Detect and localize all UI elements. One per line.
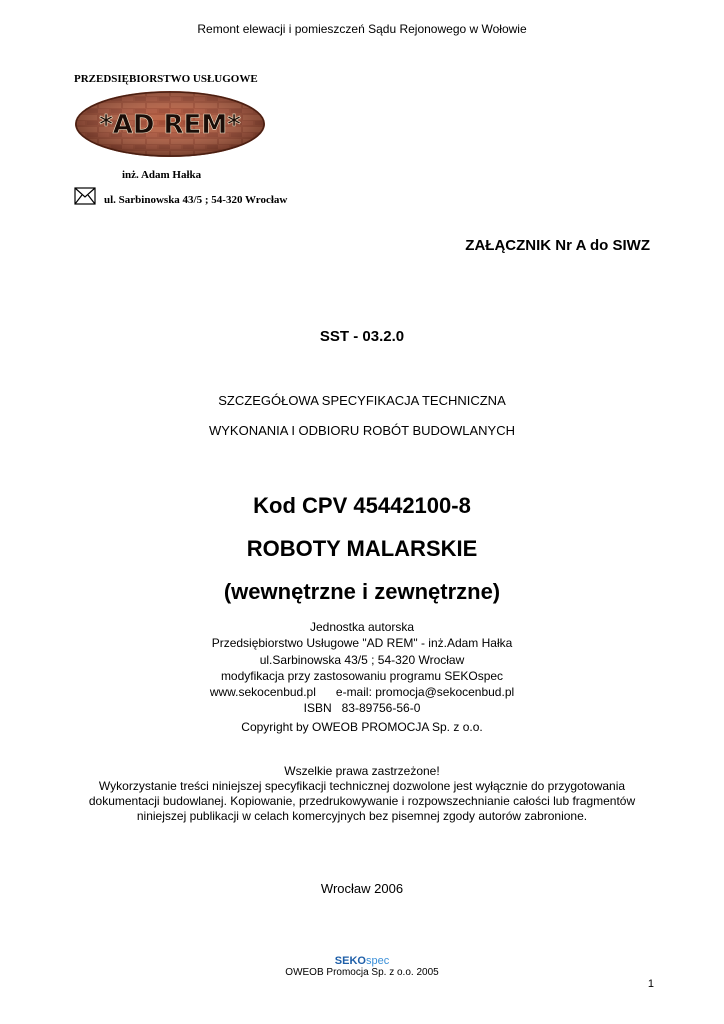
page-number: 1 [647, 978, 654, 990]
sekospec-brand [0, 955, 724, 967]
author-info-line: Jednostka autorska [309, 620, 415, 634]
author-info [0, 619, 724, 717]
author-info-line: modyfikacja przy zastosowaniu programu SEKOspec [220, 668, 504, 683]
city-year: Wrocław 2006 [320, 881, 404, 896]
engineer-name: inż. Adam Hałka [122, 169, 202, 181]
rights-line: dokumentacji budowlanej. Kopiowanie, przedrukowywanie i rozpowszechnianie całości lub fragmentów [88, 794, 636, 808]
author-info-line: Przedsiębiorstwo Usługowe "AD REM" - inż.Adam Hałka [211, 636, 513, 651]
author-info-line: www.sekocenbud.pl e-mail: promocja@sekocenbud.pl [209, 685, 515, 700]
sst-code: SST - 03.2.0 [319, 328, 405, 345]
work-scope: (wewnętrzne i zewnętrzne) [223, 579, 501, 604]
brand-part-1: SEKO [334, 955, 366, 967]
copyright: Copyright by OWEOB PROMOCJA Sp. z o.o. [241, 720, 483, 734]
company-logo [74, 90, 266, 158]
annex-title: ZAŁĄCZNIK Nr A do SIWZ [465, 237, 650, 254]
rights-line: Wykorzystanie treści niniejszej specyfikacji technicznej dozwolone jest wyłącznie do przygotowania [98, 779, 626, 793]
rights-line: Wszelkie prawa zastrzeżone! [284, 764, 440, 778]
company-name: PRZEDSIĘBIORSTWO USŁUGOWE [74, 73, 258, 85]
company-address: ul. Sarbinowska 43/5 ; 54-320 Wrocław [104, 194, 288, 206]
running-header: Remont elewacji i pomieszczeń Sądu Rejonowego w Wołowie [197, 22, 527, 36]
spec-line-2: WYKONANIA I ODBIORU ROBÓT BUDOWLANYCH [208, 423, 516, 438]
logo-text: *AD REM* [99, 110, 241, 140]
footer-publisher: OWEOB Promocja Sp. z o.o. 2005 [285, 967, 439, 978]
cpv-code: Kod CPV 45442100-8 [253, 493, 471, 518]
work-title: ROBOTY MALARSKIE [246, 536, 478, 561]
brand-part-2: spec [365, 955, 390, 967]
spec-line-1: SZCZEGÓŁOWA SPECYFIKACJA TECHNICZNA [218, 393, 506, 408]
author-info-line: ISBN 83-89756-56-0 [303, 701, 421, 716]
rights-notice [0, 764, 724, 824]
envelope-icon [74, 187, 96, 205]
rights-line: niniejszej publikacji w celach komercyjnych bez pisemnej zgody autorów zabronione. [136, 809, 588, 823]
author-info-line: ul.Sarbinowska 43/5 ; 54-320 Wrocław [259, 652, 465, 667]
